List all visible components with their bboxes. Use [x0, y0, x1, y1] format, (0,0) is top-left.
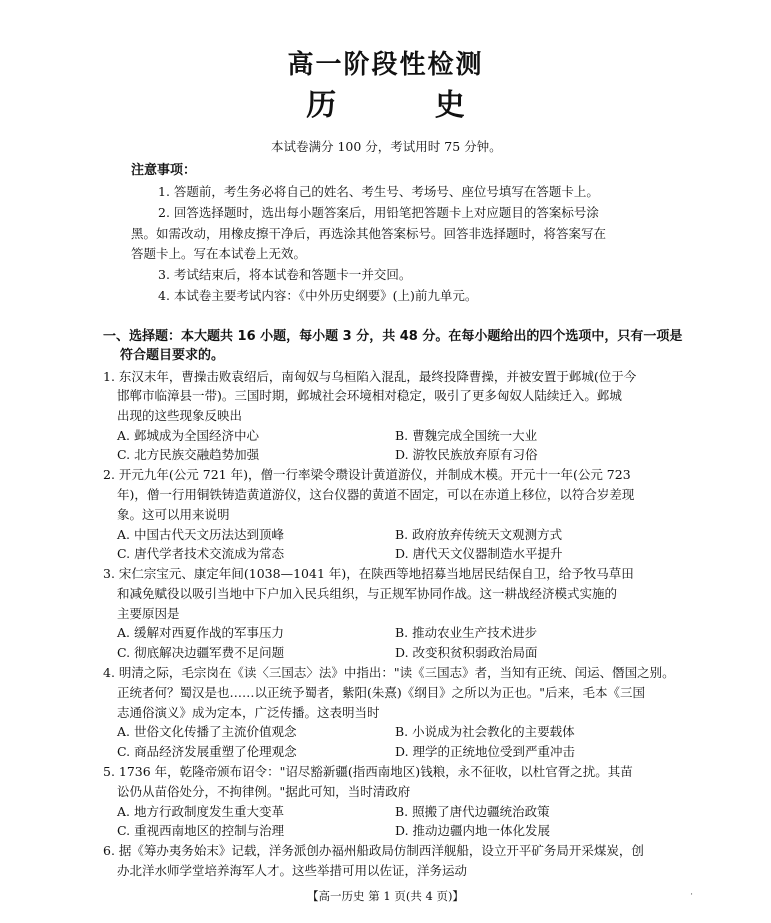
option-b: B. 照搬了唐代边疆统治政策	[395, 804, 550, 819]
corner-mark: ·	[690, 890, 693, 900]
question-stem: 3. 宋仁宗宝元、康定年间(1038—1041 年)，在陕西等地招募当地居民结保自卫，给予牧马草田	[103, 566, 634, 581]
option-d: D. 改变积贫积弱政治局面	[395, 645, 538, 660]
option-b: B. 曹魏完成全国统一大业	[395, 428, 538, 443]
note-line: 答题卡上。写在本试卷上无效。	[131, 246, 307, 261]
notes-heading: 注意事项：	[131, 163, 197, 178]
option-c: C. 北方民族交融趋势加强	[117, 447, 260, 462]
section-heading-cont: 符合题目要求的。	[120, 348, 225, 363]
question-stem: 6. 据《筹办夷务始末》记载，洋务派创办福州船政局仿制西洋舰船，设立开平矿务局开采煤炭，创	[103, 843, 644, 858]
option-c: C. 唐代学者技术交流成为常态	[117, 546, 285, 561]
option-c: C. 重视西南地区的控制与治理	[117, 823, 285, 838]
option-b: B. 推动农业生产技术进步	[395, 625, 538, 640]
note-line: 2. 回答选择题时，选出每小题答案后，用铅笔把答题卡上对应题目的答案标号涂	[158, 205, 599, 220]
option-a: A. 缓解对西夏作战的军事压力	[117, 625, 284, 640]
question-stem: 讼仍从苗俗处分，不拘律例。"据此可知，当时清政府	[117, 784, 411, 799]
section-heading: 一、选择题：本大题共 16 小题，每小题 3 分，共 48 分。在每小题给出的四个选项中，只有一项是	[103, 329, 683, 344]
question-stem: 4. 明清之际，毛宗岗在《读〈三国志〉法》中指出："读《三国志》者，当知有正统、闰运、僭国之别。	[103, 665, 675, 680]
question-stem: 和减免赋役以吸引当地中下户加入民兵组织，与正规军协同作战。这一耕战经济模式实施的	[117, 586, 618, 601]
question-stem: 志通俗演义》成为定本，广泛传播。这表明当时	[117, 705, 380, 720]
question-stem: 象。这可以用来说明	[117, 507, 230, 522]
option-b: B. 小说成为社会教化的主要载体	[395, 724, 575, 739]
option-a: A. 中国古代天文历法达到顶峰	[117, 527, 284, 542]
question-stem: 正统者何？蜀汉是也……以正统予蜀者，紫阳(朱熹)《纲目》之所以为正也。"后来，毛本《三国	[117, 685, 646, 700]
note-line: 1. 答题前，考生务必将自己的姓名、考生号、考场号、座位号填写在答题卡上。	[158, 184, 599, 199]
option-c: C. 商品经济发展重塑了伦理观念	[117, 744, 297, 759]
option-a: A. 邺城成为全国经济中心	[117, 428, 259, 443]
question-stem: 主要原因是	[117, 606, 180, 621]
option-d: D. 唐代天文仪器制造水平提升	[395, 546, 563, 561]
subject-title: 历 史	[306, 88, 509, 123]
option-d: D. 推动边疆内地一体化发展	[395, 823, 551, 838]
question-stem: 5. 1736 年，乾隆帝颁布诏令："诏尽豁新疆(指西南地区)钱粮，永不征收，以杜官胥之扰。其苗	[103, 764, 633, 779]
option-d: D. 游牧民族放弃原有习俗	[395, 447, 538, 462]
option-c: C. 彻底解决边疆军费不足问题	[117, 645, 285, 660]
question-stem: 邯郸市临漳县一带)。三国时期，邺城社会环境相对稳定，吸引了更多匈奴人陆续迁入。邺城	[117, 388, 622, 403]
note-line: 4. 本试卷主要考试内容：《中外历史纲要》(上)前九单元。	[158, 288, 478, 303]
note-line: 3. 考试结束后，将本试卷和答题卡一并交回。	[158, 267, 412, 282]
question-stem: 2. 开元九年(公元 721 年)，僧一行率梁令瓒设计黄道游仪，并制成木模。开元十一年(公元 723	[103, 467, 631, 482]
question-stem: 办北洋水师学堂培养海军人才。这些举措可用以佐证，洋务运动	[117, 863, 468, 878]
option-d: D. 理学的正统地位受到严重冲击	[395, 744, 576, 759]
exam-info: 本试卷满分 100 分，考试用时 75 分钟。	[271, 139, 502, 154]
option-b: B. 政府放弃传统天文观测方式	[395, 527, 563, 542]
question-stem: 1. 东汉末年，曹操击败袁绍后，南匈奴与乌桓陷入混乱，最终投降曹操，并被安置于邺城(位于今	[103, 369, 637, 384]
note-line: 黑。如需改动，用橡皮擦干净后，再选涂其他答案标号。回答非选择题时，将答案写在	[131, 226, 607, 241]
exam-title: 高一阶段性检测	[287, 50, 484, 80]
question-stem: 年)，僧一行用铜铁铸造黄道游仪，这台仪器的黄道不固定，可以在赤道上移位，以符合岁差现	[117, 487, 635, 502]
option-a: A. 世俗文化传播了主流价值观念	[117, 724, 297, 739]
page-footer: 【高一历史 第 1 页(共 4 页)】	[307, 889, 464, 903]
option-a: A. 地方行政制度发生重大变革	[117, 804, 284, 819]
question-stem: 出现的这些现象反映出	[117, 408, 243, 423]
